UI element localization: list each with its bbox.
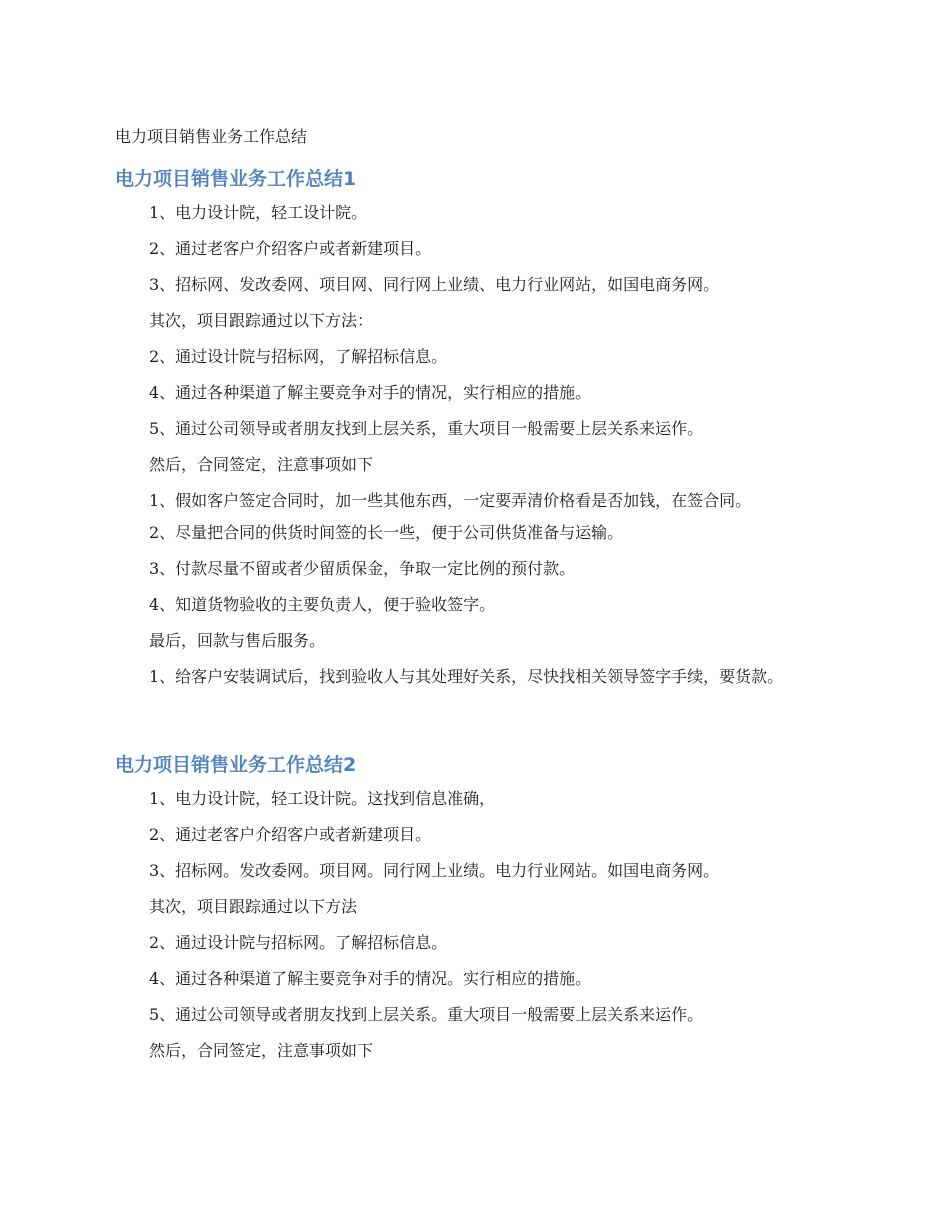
paragraph: 其次，项目跟踪通过以下方法 [149, 897, 358, 916]
paragraph: 2、通过设计院与招标网。了解招标信息。 [149, 933, 448, 952]
paragraph: 然后，合同签定，注意事项如下 [149, 455, 374, 474]
paragraph: 最后，回款与售后服务。 [149, 631, 326, 650]
section-2 [115, 752, 835, 1076]
document-title: 电力项目销售业务工作总结 [115, 127, 308, 146]
paragraph: 3、付款尽量不留或者少留质保金，争取一定比例的预付款。 [149, 559, 576, 578]
paragraph: 1、假如客户签定合同时，加一些其他东西，一定要弄清价格看是否加钱，在签合同。 [149, 491, 752, 510]
paragraph: 2、通过设计院与招标网，了解招标信息。 [149, 347, 448, 366]
section-heading: 电力项目销售业务工作总结2 [115, 754, 357, 776]
paragraph: 其次，项目跟踪通过以下方法： [149, 311, 374, 330]
paragraph: 2、尽量把合同的供货时间签的长一些，便于公司供货准备与运输。 [149, 523, 624, 542]
paragraph: 然后，合同签定，注意事项如下 [149, 1041, 374, 1060]
paragraph: 2、通过老客户介绍客户或者新建项目。 [149, 825, 432, 844]
paragraph: 5、通过公司领导或者朋友找到上层关系，重大项目一般需要上层关系来运作。 [149, 419, 704, 438]
section-heading: 电力项目销售业务工作总结1 [115, 168, 357, 190]
paragraph: 4、知道货物验收的主要负责人，便于验收签字。 [149, 595, 496, 614]
paragraph: 4、通过各种渠道了解主要竞争对手的情况。实行相应的措施。 [149, 969, 592, 988]
paragraph: 3、招标网、发改委网、项目网、同行网上业绩、电力行业网站，如国电商务网。 [149, 275, 720, 294]
paragraph: 1、电力设计院，轻工设计院。 [149, 203, 368, 222]
paragraph: 1、给客户安装调试后，找到验收人与其处理好关系，尽快找相关领导签字手续，要货款。 [149, 667, 784, 686]
paragraph: 1、电力设计院，轻工设计院。这找到信息准确， [149, 789, 496, 808]
paragraph: 5、通过公司领导或者朋友找到上层关系。重大项目一般需要上层关系来运作。 [149, 1005, 704, 1024]
section-1 [115, 166, 835, 698]
paragraph: 3、招标网。发改委网。项目网。同行网上业绩。电力行业网站。如国电商务网。 [149, 861, 720, 880]
paragraph: 4、通过各种渠道了解主要竞争对手的情况，实行相应的措施。 [149, 383, 592, 402]
paragraph: 2、通过老客户介绍客户或者新建项目。 [149, 239, 432, 258]
